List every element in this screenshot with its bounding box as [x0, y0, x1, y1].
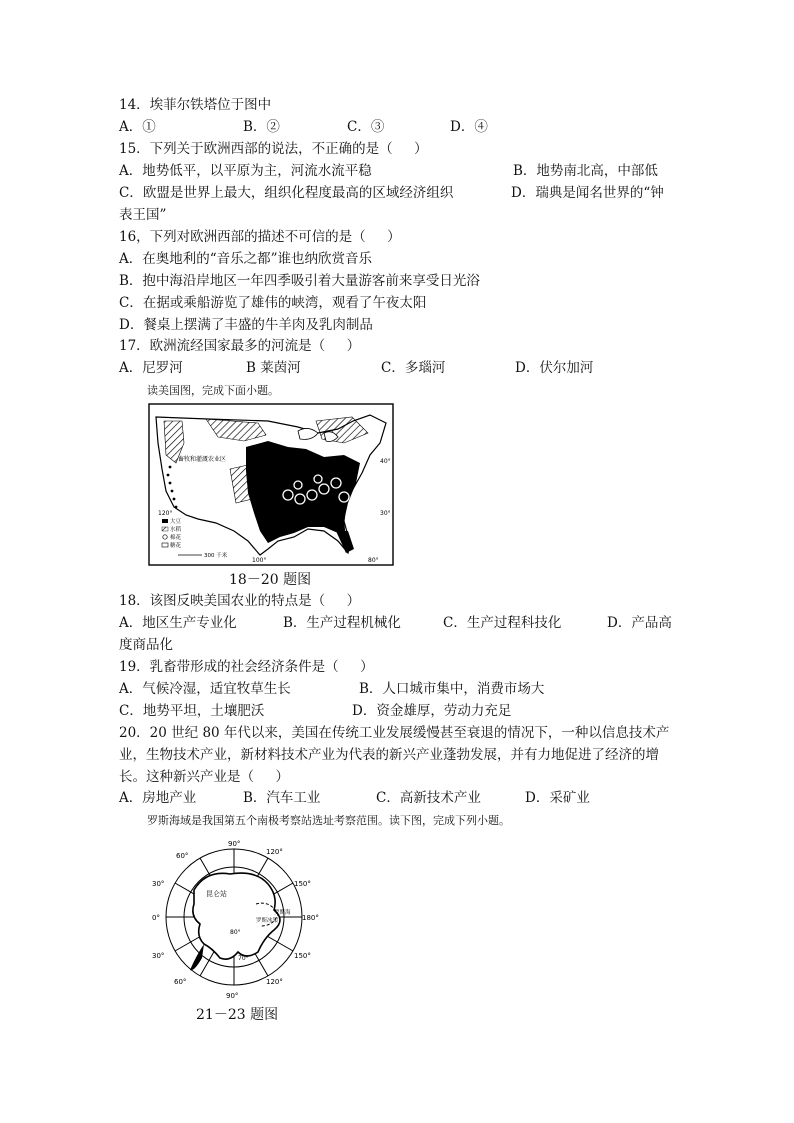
q14-option-c: C．③: [347, 119, 385, 135]
q18-option-b: B．生产过程机械化: [283, 615, 401, 631]
q19-stem: 19．乳畜带形成的社会经济条件是（ ）: [119, 659, 374, 675]
q20-stem-line1: 20．20 世纪 80 年代以来，美国在传统工业发展缓慢甚至衰退的情况下，一种以信息技术产: [119, 725, 670, 741]
label-bottom-90: 90°: [226, 992, 239, 1000]
lat-label-30: 30°: [380, 510, 391, 517]
map1-scale: 300 千米: [204, 553, 228, 559]
label-left-0: 0°: [152, 914, 160, 922]
place-ross-ice-shelf: 罗斯冰架: [256, 918, 279, 924]
q15-stem: 15．下列关于欧洲西部的说法，不正确的是（ ）: [119, 141, 428, 157]
q19-option-d: D．资金雄厚，劳动力充足: [352, 703, 512, 719]
q14-option-a: A．①: [119, 119, 156, 135]
q18-option-a: A．地区生产专业化: [119, 615, 237, 631]
q14-option-b: B．②: [243, 119, 280, 135]
map1-region-label: 畜牧和灌溉农业区: [178, 456, 227, 463]
label-left-60b: 60°: [174, 978, 187, 986]
q18-option-c: C．生产过程科技化: [443, 615, 562, 631]
q20-option-a: A．房地产业: [119, 790, 197, 806]
q18-option-d: D．产品高: [607, 615, 672, 631]
legend-cotton: 棉花: [170, 535, 182, 541]
q15-option-b: B．地势南北高，中部低: [513, 163, 658, 179]
label-top-120: 120°: [266, 848, 283, 856]
q14-stem: 14．埃菲尔铁塔位于图中: [119, 97, 272, 113]
q20-option-b: B．汽车工业: [243, 790, 321, 806]
q17-option-d: D．伏尔加河: [515, 360, 594, 376]
antarctica-polar-map: [146, 830, 322, 1002]
q20-stem-line3: 长。这种新兴产业是（ ）: [119, 769, 289, 785]
legend-other: 糖花: [170, 543, 182, 549]
label-left-60a: 60°: [176, 852, 189, 860]
usa-agriculture-map: [148, 403, 394, 566]
label-top-90: 90°: [228, 840, 241, 848]
label-right-180: 180°: [302, 914, 319, 922]
q17-stem: 17．欧洲流经国家最多的河流是（ ）: [119, 338, 361, 354]
label-right-150a: 150°: [294, 880, 311, 888]
q20-stem-line2: 业，生物技术产业，新材料技术产业为代表的新兴产业蓬勃发展，并有力地促进了经济的增: [119, 747, 659, 763]
legend-soybean: 大豆: [170, 519, 182, 525]
q16-option-d: D．餐桌上摆满了丰盛的牛羊肉及乳肉制品: [119, 317, 373, 333]
map2-intro: 罗斯海域是我国第五个南极考察站选址考察范围。读下图，完成下列小题。: [147, 814, 510, 827]
map1-caption: 18－20 题图: [229, 572, 312, 588]
q17-option-a: A．尼罗河: [119, 360, 183, 376]
q14-option-d: D．④: [450, 119, 488, 135]
q19-option-c: C．地势平坦，土壤肥沃: [119, 703, 265, 719]
map1-intro: 读美国图，完成下面小题。: [147, 384, 279, 397]
q19-option-b: B．人口城市集中，消费市场大: [359, 681, 545, 697]
q17-option-c: C．多瑙河: [381, 360, 446, 376]
label-bottom-120: 120°: [266, 978, 283, 986]
q16-stem: 16，下列对欧洲西部的描述不可信的是（ ）: [119, 229, 401, 245]
q18-option-d-cont: 度商品化: [119, 637, 173, 653]
q18-stem: 18．该图反映美国农业的特点是（ ）: [119, 593, 361, 609]
lon-label-80: 80°: [368, 557, 379, 564]
map2-caption: 21－23 题图: [196, 1007, 279, 1023]
q20-option-c: C．高新技术产业: [376, 790, 481, 806]
label-left-30b: 30°: [152, 952, 165, 960]
q15-option-d-cont: 表王国”: [119, 207, 167, 223]
q16-option-c: C．在据或乘船游览了雄伟的峡湾，观看了午夜太阳: [119, 295, 427, 311]
lat-label-40: 40°: [380, 458, 391, 465]
lon-label-120: 120°: [158, 510, 173, 517]
q16-option-a: A．在奥地利的“音乐之都”谁也纳欣赏音乐: [119, 251, 373, 267]
lon-label-100: 100°: [252, 557, 267, 564]
label-right-150b: 150°: [294, 952, 311, 960]
place-kunlun: 昆仑站: [206, 890, 227, 898]
q15-option-a: A．地势低平，以平原为主，河流水流平稳: [119, 163, 372, 179]
q15-option-c: C．欧盟是世界上最大，组织化程度最高的区域经济组织: [119, 185, 454, 201]
label-left-30a: 30°: [152, 880, 165, 888]
q17-option-b: B 莱茵河: [246, 360, 301, 376]
label-inner-70: 70°: [238, 955, 249, 962]
q20-option-d: D．采矿业: [525, 790, 590, 806]
q19-option-a: A．气候冷湿，适宜牧草生长: [119, 681, 291, 697]
label-inner-80: 80°: [230, 929, 241, 936]
legend-rice: 水稻: [170, 527, 182, 533]
q16-option-b: B．抱中海沿岸地区一年四季吸引着大量游客前来享受日光浴: [119, 273, 480, 289]
place-ross-sea: 罗斯海: [274, 910, 291, 916]
q15-option-d: D．瑞典是闻名世界的“钟: [511, 185, 664, 201]
